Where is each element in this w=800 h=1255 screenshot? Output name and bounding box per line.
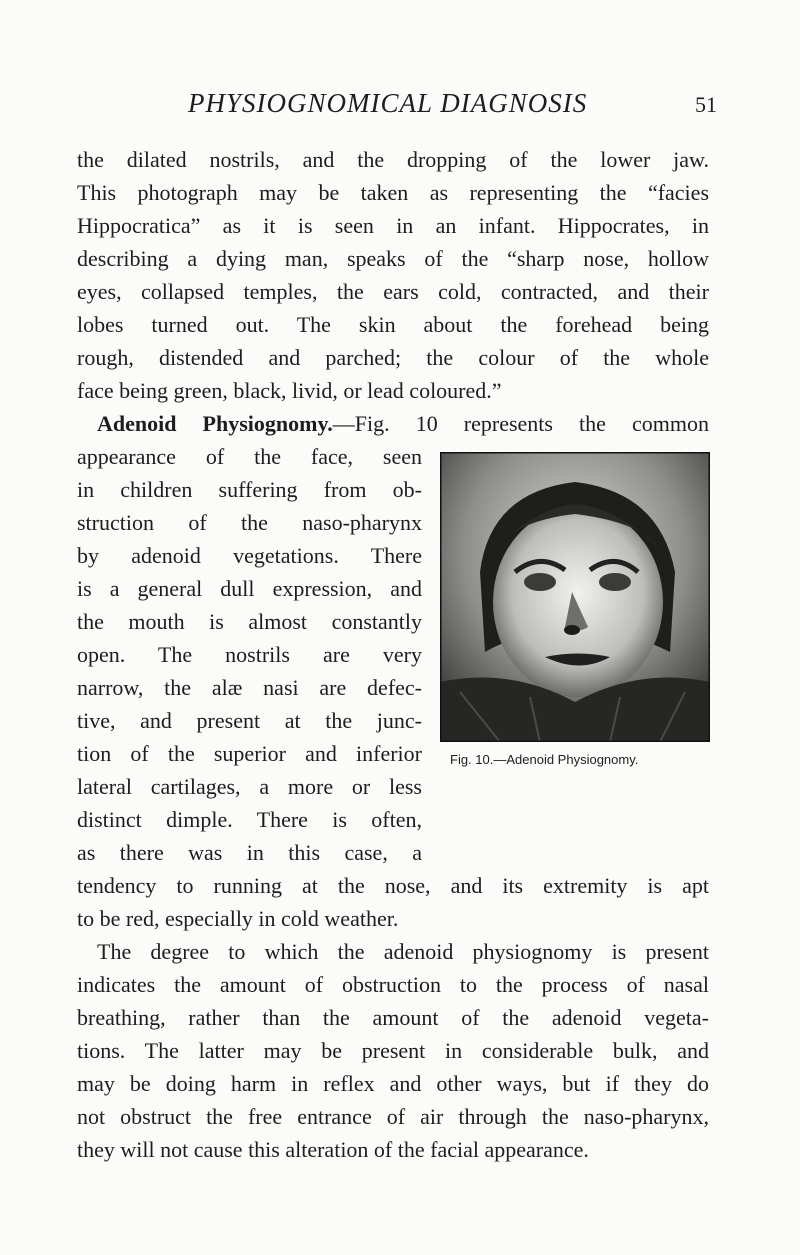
text-line: the dilated nostrils, and the dropping of the lower jaw.: [77, 147, 709, 172]
text-line: distinct dimple. There is often,: [77, 807, 422, 832]
text-line: is a general dull expression, and: [77, 576, 422, 601]
text-line: struction of the naso-pharynx: [77, 510, 422, 535]
text-line: appearance of the face, seen: [77, 444, 422, 469]
text-line: describing a dying man, speaks of the “sharp nose, hollow: [77, 246, 709, 271]
portrait-photo: [440, 452, 710, 742]
text-line: This photograph may be taken as representing the “facies: [77, 180, 709, 205]
page-number: 51: [695, 92, 717, 117]
text-line: lateral cartilages, a more or less: [77, 774, 422, 799]
running-head: PHYSIOGNOMICAL DIAGNOSIS: [188, 88, 588, 118]
text-line: indicates the amount of obstruction to the process of nasal: [77, 972, 709, 997]
text-line: as there was in this case, a: [77, 840, 422, 865]
text-line: not obstruct the free entrance of air through the naso-pharynx,: [77, 1104, 709, 1129]
text-line: breathing, rather than the amount of the adenoid vegeta-: [77, 1005, 709, 1030]
text-line: tendency to running at the nose, and its extremity is apt: [77, 873, 709, 898]
text-line: lobes turned out. The skin about the forehead being: [77, 312, 709, 337]
text-line: Hippocratica” as it is seen in an infant. Hippocrates, in: [77, 213, 709, 238]
text-line: tion of the superior and inferior: [77, 741, 422, 766]
text-line: by adenoid vegetations. There: [77, 543, 422, 568]
text-line: may be doing harm in reflex and other ways, but if they do: [77, 1071, 709, 1096]
heading-line-rest: —Fig. 10 represents the common: [332, 411, 709, 436]
text-line: The degree to which the adenoid physiognomy is present: [97, 939, 709, 964]
text-line: to be red, especially in cold weather.: [77, 906, 399, 931]
text-line: the mouth is almost constantly: [77, 609, 422, 634]
text-line: open. The nostrils are very: [77, 642, 422, 667]
text-line: face being green, black, livid, or lead coloured.”: [77, 378, 502, 403]
adenoid-heading-line: [97, 410, 709, 438]
text-line: they will not cause this alteration of the facial appearance.: [77, 1137, 589, 1162]
page-header: [0, 88, 800, 128]
text-line: in children suffering from ob-: [77, 477, 422, 502]
text-line: tions. The latter may be present in considerable bulk, and: [77, 1038, 709, 1063]
text-line: rough, distended and parched; the colour of the whole: [77, 345, 709, 370]
figure-photograph: [440, 452, 710, 742]
text-line: tive, and present at the junc-: [77, 708, 422, 733]
text-line: eyes, collapsed temples, the ears cold, contracted, and their: [77, 279, 709, 304]
section-heading: Adenoid Physiognomy.: [97, 411, 333, 436]
text-line: narrow, the alæ nasi are defec-: [77, 675, 422, 700]
figure-caption: Fig. 10.—Adenoid Physiognomy.: [450, 752, 639, 767]
